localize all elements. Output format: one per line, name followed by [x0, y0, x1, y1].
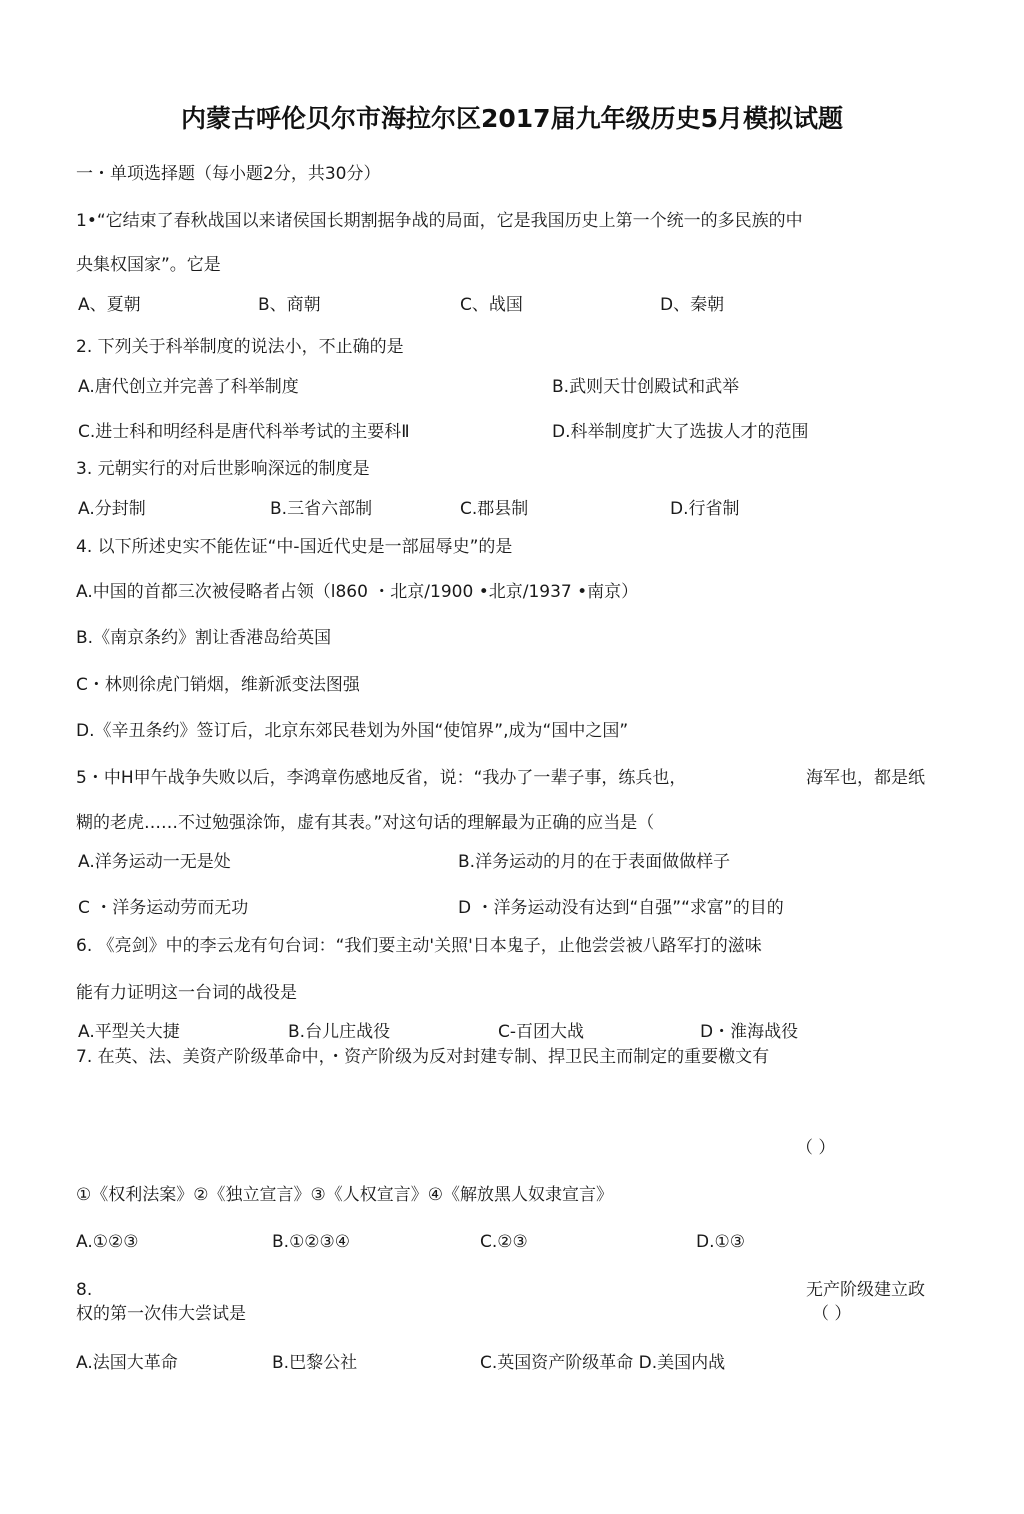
- q5-option-d[interactable]: D ・洋务运动没有达到“自强”“求富”的目的: [458, 898, 784, 918]
- section-heading: 一・单项选择题（每小题2分，共30分）: [76, 164, 381, 184]
- q5-stem-line1b: 海军也，都是纸: [806, 768, 925, 788]
- q6-stem-line1: 6. 《亮剑》中的李云龙有句台词：“我们要主动'关照'日本鬼子，止他尝尝被八路军打的滋味: [76, 936, 762, 956]
- q7-answer-paren: （ ）: [796, 1138, 836, 1158]
- q2-option-a[interactable]: A.唐代创立并完善了科举制度: [78, 377, 299, 397]
- q3-option-d[interactable]: D.行省制: [670, 499, 740, 519]
- q7-stem: 7. 在英、法、美资产阶级革命中，・资产阶级为反对封建专制、捍卫民主而制定的重要檄文有: [76, 1047, 770, 1067]
- q2-option-c[interactable]: C.进士科和明经科是唐代科举考试的主要科Ⅱ: [78, 422, 410, 442]
- q2-option-b[interactable]: B.武则天廿创殿试和武举: [552, 377, 740, 397]
- q7-option-c[interactable]: C.②③: [480, 1232, 528, 1252]
- q4-stem: 4. 以下所述史实不能佐证“中-国近代史是一部屈辱史”的是: [76, 537, 513, 557]
- q7-option-d[interactable]: D.①③: [696, 1232, 745, 1252]
- q1-option-d[interactable]: D、秦朝: [660, 295, 725, 315]
- q1-option-a[interactable]: A、夏朝: [78, 295, 141, 315]
- q8-stem-line2: 权的第一次伟大尝试是: [76, 1304, 246, 1324]
- q8-option-c[interactable]: C.英国资产阶级革命 D.美国内战: [480, 1353, 726, 1373]
- q2-option-d[interactable]: D.科举制度扩大了选拔人才的范围: [552, 422, 809, 442]
- q1-option-b[interactable]: B、商朝: [258, 295, 321, 315]
- q6-option-a[interactable]: A.平型关大捷: [78, 1022, 180, 1042]
- q8-stem-right: 无产阶级建立政: [806, 1280, 925, 1300]
- q7-option-a[interactable]: A.①②③: [76, 1232, 139, 1252]
- page-title: 内蒙古呼伦贝尔市海拉尔区2017届九年级历史5月模拟试题: [181, 104, 843, 133]
- q8-option-b[interactable]: B.巴黎公社: [272, 1353, 358, 1373]
- q4-option-c[interactable]: C・林则徐虎门销烟，维新派变法图强: [76, 675, 360, 695]
- q5-option-b[interactable]: B.洋务运动的月的在于表面做做样子: [458, 852, 731, 872]
- q2-stem: 2. 下列关于科举制度的说法小，不止确的是: [76, 337, 404, 357]
- q7-items: ①《权利法案》②《独立宣言》③《人权宣言》④《解放黑人奴隶宣言》: [76, 1185, 613, 1205]
- q1-option-c[interactable]: C、战国: [460, 295, 523, 315]
- q5-stem-line1a: 5・中H甲午战争失败以后，李鸿章伤感地反省，说：“我办了一辈子事，练兵也，: [76, 768, 687, 788]
- q8-answer-paren: （ ）: [812, 1304, 852, 1324]
- q5-option-a[interactable]: A.洋务运动一无是处: [78, 852, 231, 872]
- q1-stem-line2: 央集权国家”。它是: [76, 255, 221, 275]
- q8-option-a[interactable]: A.法国大革命: [76, 1353, 178, 1373]
- q4-option-a[interactable]: A.中国的首都三次被侵略者占领（l860 ・北京/1900 •北京/1937 •南京）: [76, 582, 639, 602]
- q6-option-b[interactable]: B.台儿庄战役: [288, 1022, 391, 1042]
- q3-option-b[interactable]: B.三省六部制: [270, 499, 373, 519]
- q6-stem-line2: 能有力证明这一台词的战役是: [76, 983, 297, 1003]
- q5-option-c[interactable]: C ・洋务运动劳而无功: [78, 898, 249, 918]
- q8-number: 8.: [76, 1280, 93, 1300]
- q3-option-a[interactable]: A.分封制: [78, 499, 146, 519]
- q1-stem-line1: 1•“它结束了春秋战国以来诸侯国长期割据争战的局面，它是我国历史上第一个统一的多民族的中: [76, 211, 803, 231]
- q6-option-c[interactable]: C-百团大战: [498, 1022, 585, 1042]
- q6-option-d[interactable]: D・淮海战役: [700, 1022, 799, 1042]
- q4-option-b[interactable]: B.《南京条约》割让香港岛给英国: [76, 628, 332, 648]
- q3-stem: 3. 元朝实行的对后世影响深远的制度是: [76, 459, 370, 479]
- q3-option-c[interactable]: C.郡县制: [460, 499, 529, 519]
- q4-option-d[interactable]: D.《辛丑条约》签订后，北京东郊民巷划为外国“使馆界”,成为“国中之国”: [76, 721, 629, 741]
- q5-stem-line2: 糊的老虎……不过勉强涂饰，虚有其表。”对这句话的理解最为正确的应当是（: [76, 813, 655, 833]
- q7-option-b[interactable]: B.①②③④: [272, 1232, 351, 1252]
